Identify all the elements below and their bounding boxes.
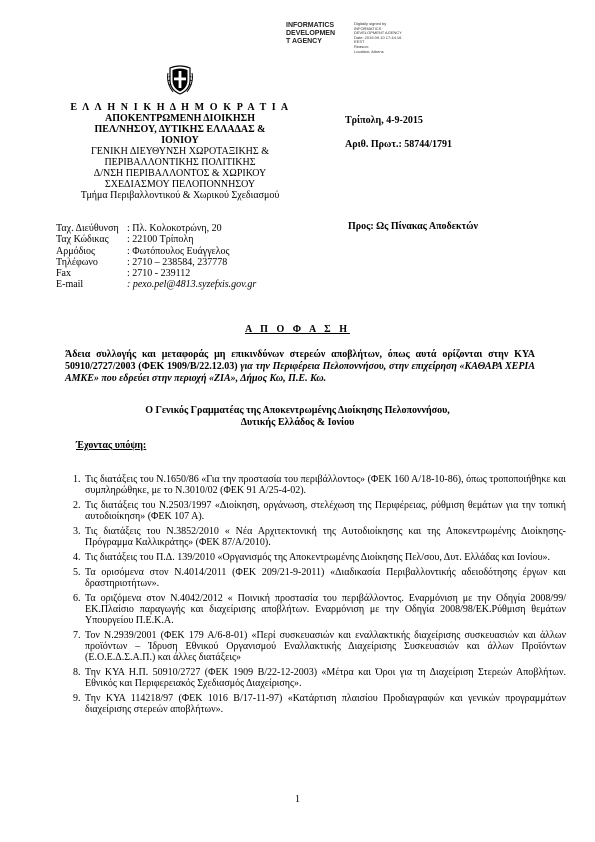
contact-value: : Φωτόπουλος Ευάγγελος [127, 245, 230, 257]
country-name: Ε Λ Λ Η Ν Ι Κ Η Δ Η Μ Ο Κ Ρ Α Τ Ι Α [70, 102, 290, 113]
contact-row [56, 279, 336, 290]
contact-label: Ταχ Κώδικας [56, 234, 109, 246]
signature-detail-line: Location: Athens [354, 48, 384, 54]
legal-basis-list [56, 474, 566, 719]
list-item: 5. Τα ορισόμενα στον Ν.4014/2011 (ΦΕΚ 209/21-9-2011) «Διαδικασία Περιβαλλοντικής αδειοδότησης έργων και δραστηριοτήτων». [83, 567, 566, 589]
issuer-header [56, 102, 304, 201]
signature-org-line: T AGENCY [286, 38, 322, 45]
signature-detail-line: Date: 2015.09.10 17:44:16 [354, 34, 402, 40]
list-item: 1. Τις διατάξεις του Ν.1650/86 «Για την προστασία του περιβάλλοντος» (ΦΕΚ 160 Α/18-10-86), όπως τροποποιήθηκε και συμπληρώθηκε, με το Ν.3010/02 (ΦΕΚ 91 Α/25-4-02). [83, 474, 566, 496]
contact-value: : 2710 – 238584, 237778 [127, 256, 228, 268]
signature-details [354, 22, 464, 54]
having-regard-heading: Έχοντας υπόψη: [76, 440, 147, 451]
recipients-line: Προς: Ως Πίνακας Αποδεκτών [348, 221, 478, 232]
header-line: ΠΕΛ/ΝΗΣΟΥ, ΔΥΤΙΚΗΣ ΕΛΛΑΔΑΣ & [94, 124, 266, 135]
header-line: ΣΧΕΔΙΑΣΜΟΥ ΠΕΛΟΠΟΝΝΗΣΟΥ [104, 179, 256, 190]
list-item: 7. Τον Ν.2939/2001 (ΦΕΚ 179 Α/6-8-01) «Περί συσκευασιών και εναλλακτικής διαχείρισης συσκευασιών και άλλων προϊόντων – Ίδρυση Εθνικού Οργανισμού Εναλλακτικής Διαχείρισης Συσκευασιών και άλλων Προϊόντων (Ε.Ο.Ε.Δ.Σ.Α.Π.) και άλλες διατάξεις» [83, 630, 566, 664]
signature-detail-line: INFORMATICS [354, 25, 382, 31]
signature-detail-line: EEST [354, 39, 365, 45]
contact-value: : Πλ. Κολοκοτρώνη, 20 [127, 223, 222, 234]
heading-line: Δυτικής Ελλάδος & Ιονίου [240, 417, 355, 428]
list-item: 2. Τις διατάξεις του Ν.2503/1997 «Διοίκηση, οργάνωση, στελέχωση της Περιφέρειας, ρύθμιση θεμάτων για την τοπική αυτοδιοίκηση» (ΦΕΚ 107 Α). [83, 500, 566, 522]
subject-text-italic: για την Περιφέρεια Πελοποννήσου, στην επιχείρηση «ΚΑΘΑΡΑ ΧΕΡΙΑ ΑΜΚΕ» που εδρεύει στην περιοχή «ΖΙΑ», Δήμος Κω, Π.Ε. Κω. [65, 361, 535, 384]
signature-detail-line: Digitally signed by [354, 21, 387, 26]
signature-org [286, 22, 356, 46]
date-line: Τρίπολη, 4-9-2015 [345, 115, 423, 126]
contact-label: E-mail [56, 279, 84, 291]
header-line: Δ/ΝΣΗ ΠΕΡΙΒΑΛΛΟΝΤΟΣ & ΧΩΡΙΚΟΥ [93, 168, 267, 179]
contact-value: : 2710 - 239112 [127, 268, 191, 280]
signature-org-line: DEVELOPMEN [286, 30, 336, 37]
contact-value: : 22100 Τρίπολη [127, 234, 194, 246]
header-line: ΑΠΟΚΕΝΤΡΩΜΕΝΗ ΔΙΟΙΚΗΣΗ [105, 113, 255, 124]
contact-row [56, 268, 336, 279]
greek-coat-of-arms-icon [167, 63, 193, 96]
subject-text: Άδεια συλλογής και μεταφοράς μη επικινδύνων στερεών αποβλήτων, όπως αυτά ορίζονται στην ΚΥΑ 50910/2727/2003 (ΦΕΚ 1909/Β/22.12.03) [65, 349, 535, 372]
signature-detail-line: DEVELOPMENT AGENCY [354, 30, 402, 36]
contact-label: Fax [56, 268, 71, 280]
digital-signature-stamp [286, 22, 586, 56]
header-line: ΙΟΝΙΟΥ [161, 135, 199, 146]
contact-details [56, 223, 336, 291]
contact-label: Τηλέφωνο [56, 256, 98, 268]
list-item: 6. Τα οριζόμενα στον Ν.4042/2012 « Ποινική προστασία του περιβάλλοντος. Εναρμόνιση με την Οδηγία 2008/99/ΕΚ.Πλαίσιο παραγωγής και διαχείρισης αποβλήτων. Εναρμόνιση με την Οδηγία 2008/98/ΕΚ.Ρύθμιση θεμάτων Υπουργείου Π.Ε.Κ.Α. [83, 593, 566, 627]
list-item: 9. Την ΚΥΑ 114218/97 (ΦΕΚ 1016 Β/17-11-97) «Κατάρτιση πλαισίου Προδιαγραφών και γενικών προγραμμάτων διαχείρισης στερεών αποβλήτων». [83, 693, 566, 715]
heading-line: Ο Γενικός Γραμματέας της Αποκεντρωμένης Διοίκησης Πελοποννήσου, [145, 405, 450, 416]
department-name: Τμήμα Περιβαλλοντικού & Χωρικού Σχεδιασμού [80, 190, 280, 201]
header-line: ΠΕΡΙΒΑΛΛΟΝΤΙΚΗΣ ΠΟΛΙΤΙΚΗΣ [104, 157, 256, 168]
list-item: 3. Τις διατάξεις του Ν.3852/2010 « Νέα Αρχιτεκτονική της Αυτοδιοίκησης και της Αποκεντρωμένης Διοίκησης-Πρόγραμμα Καλλικράτης» (ΦΕΚ 87/Α/2010). [83, 526, 566, 548]
page-number: 1 [295, 794, 300, 805]
contact-label: Ταχ. Διεύθυνση [56, 223, 119, 234]
general-secretary-heading [0, 405, 595, 429]
list-item: 4. Τις διατάξεις του Π.Δ. 139/2010 «Οργανισμός της Αποκεντρωμένης Διοίκησης Πελ/σου, Δυτ. Ελλάδας και Ιονίου». [83, 552, 566, 563]
contact-row [56, 234, 336, 245]
contact-row [56, 257, 336, 268]
document-title: Α Π Ο Φ Α Σ Η [245, 324, 350, 335]
signature-org-line: INFORMATICS [286, 22, 335, 29]
signature-detail-line: Reason: [354, 43, 369, 49]
header-line: ΓΕΝΙΚΗ ΔΙΕΥΘΥΝΣΗ ΧΩΡΟΤΑΞΙΚΗΣ & [90, 146, 269, 157]
contact-row [56, 223, 336, 234]
contact-label: Αρμόδιος [56, 245, 95, 257]
list-item: 8. Την ΚΥΑ Η.Π. 50910/2727 (ΦΕΚ 1909 Β/22-12-2003) «Μέτρα και Όροι για τη Διαχείριση Στερεών Αποβλήτων. Εθνικός και Περιφερειακός Σχεδιασμός Διαχείρισης». [83, 667, 566, 689]
contact-row [56, 246, 336, 257]
subject-paragraph [65, 349, 535, 385]
protocol-number: Αριθ. Πρωτ.: 58744/1791 [345, 139, 453, 150]
email-link[interactable]: : pexo.pel@4813.syzefxis.gov.gr [127, 279, 257, 291]
